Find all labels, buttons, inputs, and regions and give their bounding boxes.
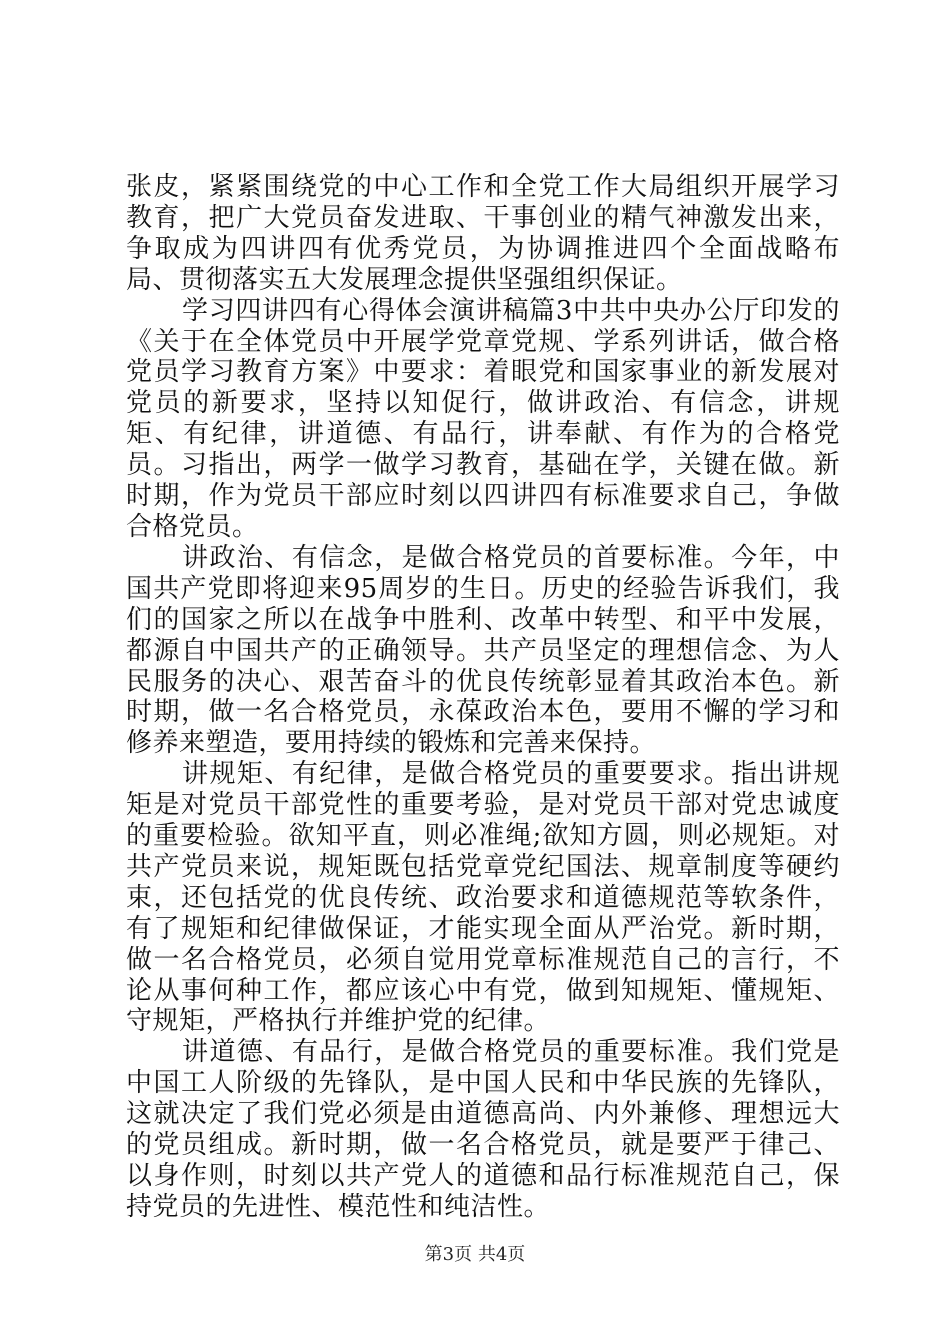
- page-number-footer: 第3页 共4页: [424, 1244, 526, 1265]
- paragraph: 讲政治、有信念，是做合格党员的首要标准。今年，中国共产党即将迎来95周岁的生日。历史的经验告诉我们，我们的国家之所以在战争中胜利、改革中转型、和平中发展，都源自中国共产的正确领导。共产员坚定的理想信念、为人民服务的决心、艰苦奋斗的优良传统彰显着其政治本色。新时期，做一名合格党员，永葆政治本色，要用不懈的学习和修养来塑造，要用持续的锻炼和完善来保持。: [126, 542, 840, 759]
- paragraph: 学习四讲四有心得体会演讲稿篇3中共中央办公厅印发的《关于在全体党员中开展学党章党规、学系列讲话，做合格党员学习教育方案》中要求：着眼党和国家事业的新发展对党员的新要求，坚持以知促行，做讲政治、有信念，讲规矩、有纪律，讲道德、有品行，讲奉献、有作为的合格党员。习指出，两学一做学习教育，基础在学，关键在做。新时期，作为党员干部应时刻以四讲四有标准要求自己，争做合格党员。: [126, 295, 840, 542]
- document-body: [126, 172, 840, 1223]
- paragraph-continuation: 张皮，紧紧围绕党的中心工作和全党工作大局组织开展学习教育，把广大党员奋发进取、干事创业的精气神激发出来，争取成为四讲四有优秀党员，为协调推进四个全面战略布局、贯彻落实五大发展理念提供坚强组织保证。: [126, 172, 840, 295]
- paragraph: 讲道德、有品行，是做合格党员的重要标准。我们党是中国工人阶级的先锋队，是中国人民和中华民族的先锋队，这就决定了我们党必须是由道德高尚、内外兼修、理想远大的党员组成。新时期，做一名合格党员，就是要严于律己、以身作则，时刻以共产党人的道德和品行标准规范自己，保持党员的先进性、模范性和纯洁性。: [126, 1037, 840, 1222]
- paragraph: 讲规矩、有纪律，是做合格党员的重要要求。指出讲规矩是对党员干部党性的重要考验，是对党员干部对党忠诚度的重要检验。欲知平直，则必准绳;欲知方圆，则必规矩。对共产党员来说，规矩既包括党章党纪国法、规章制度等硬约束，还包括党的优良传统、政治要求和道德规范等软条件，有了规矩和纪律做保证，才能实现全面从严治党。新时期，做一名合格党员，必须自觉用党章标准规范自己的言行，不论从事何种工作，都应该心中有党，做到知规矩、懂规矩、守规矩，严格执行并维护党的纪律。: [126, 759, 840, 1037]
